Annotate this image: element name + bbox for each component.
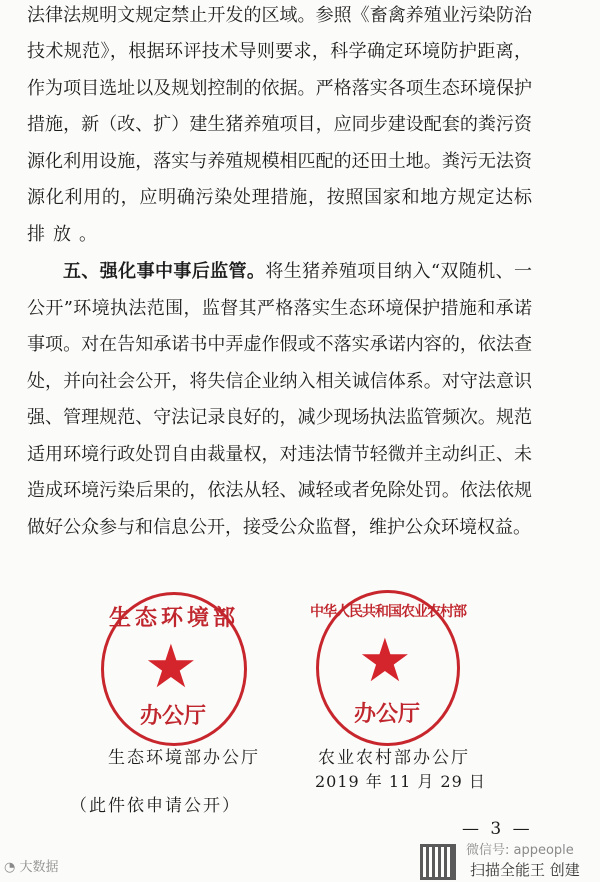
scanner-watermark: 扫描全能王 创建 <box>470 861 580 879</box>
signature-right: 农业农村部办公厅 <box>318 748 470 768</box>
page-number: — 3 — <box>462 819 533 839</box>
text-line: 排放。 <box>27 224 105 245</box>
text-line: 作为项目选址以及规划控制的依据。严格落实各项生态环境保护 <box>27 78 532 99</box>
disclosure-note: （此件依申请公开） <box>70 796 241 816</box>
logo-icon: ◔ <box>4 860 16 875</box>
official-seal-environment <box>101 592 247 746</box>
seal-arc-text: 生态环境部 <box>109 605 240 631</box>
official-seal-agriculture <box>310 590 466 746</box>
text-line: 源化利用的，应明确污染处理措施，按照国家和地方规定达标 <box>27 187 532 208</box>
text-line: 措施，新（改、扩）建生猪养殖项目，应同步建设配套的粪污资 <box>27 114 532 135</box>
text-line <box>63 260 532 284</box>
text-line: 强、管理规范、守法记录良好的，减少现场执法监管频次。规范 <box>27 407 532 428</box>
text-line: 造成环境污染后果的，依法从轻、减轻或者免除处罚。依法依规 <box>27 480 532 501</box>
text-line: 做好公众参与和信息公开，接受公众监督，维护公众环境权益。 <box>27 517 531 538</box>
text-line: 适用环境行政处罚自由裁量权，对违法情节轻微并主动纠正、未 <box>27 444 532 465</box>
issue-date: 2019 年 11 月 29 日 <box>315 772 486 791</box>
text-line: 公开”环境执法范围，监督其严格落实生态环境保护措施和承诺 <box>27 298 532 319</box>
star-icon: ★ <box>358 626 412 696</box>
text-span: 将生猪养殖项目纳入“双随机、一 <box>265 261 532 282</box>
text-line: 事项。对在告知承诺书中弄虚作假或不落实承诺内容的，依法查 <box>27 334 532 355</box>
section-heading: 五、强化事中事后监管。 <box>63 261 266 282</box>
text-line: 源化利用设施，落实与养殖规模相匹配的还田土地。粪污无法资 <box>27 151 532 172</box>
logo-text: 大数据 <box>19 860 59 875</box>
qr-code-icon <box>420 844 456 880</box>
star-icon: ★ <box>144 632 198 702</box>
wechat-watermark: 微信号: appeople <box>466 843 574 858</box>
signature-left: 生态环境部办公厅 <box>108 748 260 768</box>
left-logo-watermark <box>4 860 59 876</box>
text-line: 技术规范》，根据环评技术导则要求，科学确定环境防护距离， <box>27 41 532 62</box>
text-line: 法律法规明文规定禁止开发的区域。参照《畜禽养殖业污染防治 <box>27 5 532 26</box>
seal-bottom-text: 办公厅 <box>354 701 421 727</box>
seal-bottom-text: 办公厅 <box>140 703 207 729</box>
seal-arc-text: 中华人民共和国农业农村部 <box>310 604 466 620</box>
text-line: 处，并向社会公开，将失信企业纳入相关诚信体系。对守法意识 <box>27 371 532 392</box>
